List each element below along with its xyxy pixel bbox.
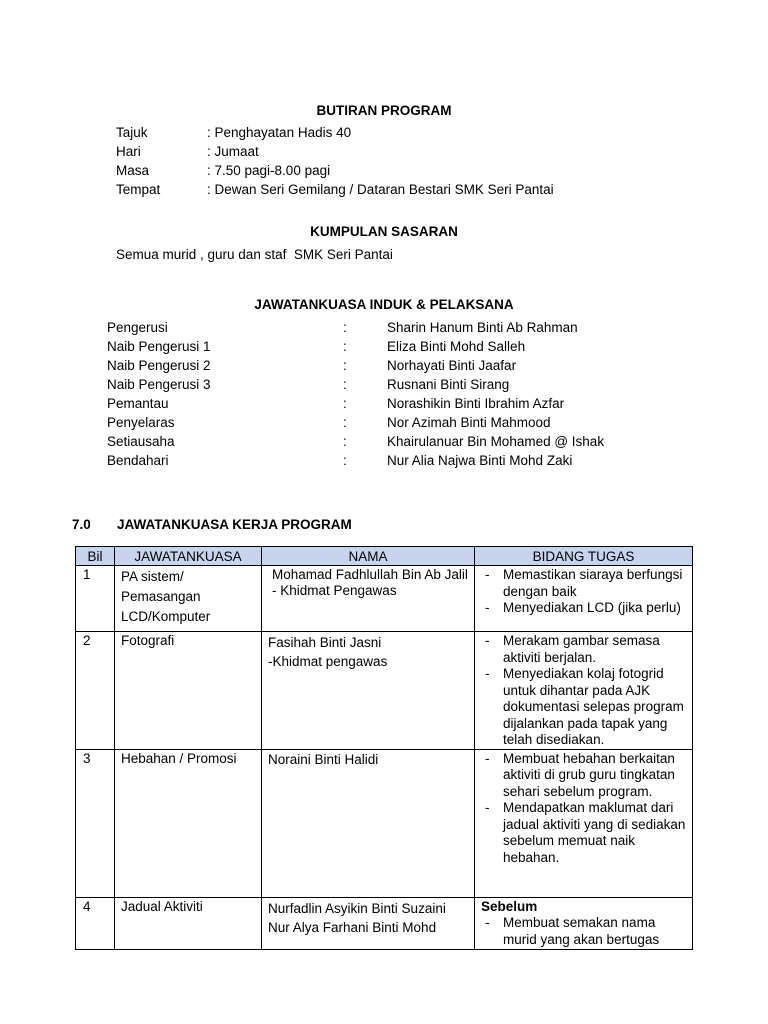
induk-row bbox=[107, 377, 604, 396]
sasaran-text: Semua murid , guru dan staf SMK Seri Pantai bbox=[116, 247, 393, 262]
tugas-item: - Menyediakan kolaj fotogrid untuk dihantar pada AJK dokumentasi selepas program dijalankan pada tapak yang telah disediakan. bbox=[481, 666, 686, 749]
induk-name: Khairulanuar Bin Mohamed @ Ishak bbox=[387, 434, 605, 449]
cell-jawatankuasa: PA sistem/ Pemasangan LCD/Komputer bbox=[115, 566, 262, 632]
cell-jawatankuasa: Hebahan / Promosi bbox=[115, 749, 262, 897]
induk-colon: : bbox=[343, 396, 347, 411]
header-nama: NAMA bbox=[262, 547, 475, 566]
induk-row bbox=[107, 415, 604, 434]
tugas-item: - Merakam gambar semasa aktiviti berjalan. bbox=[481, 633, 686, 666]
induk-name: Sharin Hanum Binti Ab Rahman bbox=[387, 320, 578, 335]
section-number: 7.0 bbox=[72, 517, 91, 532]
butiran-details bbox=[116, 125, 554, 201]
nama-line: Nur Alya Farhani Binti Mohd bbox=[268, 919, 437, 935]
induk-position: Naib Pengerusi 3 bbox=[107, 377, 211, 392]
header-jawatankuasa: JAWATANKUASA bbox=[115, 547, 262, 566]
detail-row-tajuk bbox=[116, 125, 554, 144]
tugas-item: - Membuat hebahan berkaitan aktiviti di grub guru tingkatan sehari sebelum program. bbox=[481, 751, 686, 801]
nama-line: Noraini Binti Halidi bbox=[268, 751, 379, 767]
sasaran-heading: KUMPULAN SASARAN bbox=[310, 224, 458, 239]
nama-line: Mohamad Fadhlullah Bin Ab Jalil bbox=[272, 567, 468, 582]
butiran-heading: BUTIRAN PROGRAM bbox=[316, 103, 452, 118]
induk-row bbox=[107, 396, 604, 415]
detail-value: : 7.50 pagi-8.00 pagi bbox=[207, 163, 331, 178]
induk-row bbox=[107, 320, 604, 339]
tugas-item: - Memastikan siaraya berfungsi dengan baik bbox=[481, 567, 686, 600]
induk-row bbox=[107, 434, 604, 453]
header-bidang-tugas: BIDANG TUGAS bbox=[475, 547, 693, 566]
induk-name: Norashikin Binti Ibrahim Azfar bbox=[387, 396, 565, 411]
induk-position: Bendahari bbox=[107, 453, 169, 468]
induk-colon: : bbox=[343, 453, 347, 468]
cell-bil: 3 bbox=[76, 749, 115, 897]
detail-key: Tajuk bbox=[116, 125, 148, 140]
section-title bbox=[72, 517, 352, 532]
cell-nama bbox=[262, 566, 475, 632]
kerja-table bbox=[75, 546, 693, 950]
induk-colon: : bbox=[343, 320, 347, 335]
induk-position: Pemantau bbox=[107, 396, 169, 411]
nama-line: Nurfadlin Asyikin Binti Suzaini bbox=[268, 900, 446, 916]
induk-name: Norhayati Binti Jaafar bbox=[387, 358, 517, 373]
detail-key: Masa bbox=[116, 163, 150, 178]
cell-tugas bbox=[475, 897, 693, 949]
detail-key: Hari bbox=[116, 144, 141, 159]
cell-bil: 1 bbox=[76, 566, 115, 632]
induk-heading: JAWATANKUASA INDUK & PELAKSANA bbox=[254, 297, 514, 312]
cell-bil: 4 bbox=[76, 897, 115, 949]
detail-row-masa bbox=[116, 163, 554, 182]
cell-tugas bbox=[475, 632, 693, 750]
header-bil: Bil bbox=[76, 547, 115, 566]
induk-colon: : bbox=[343, 339, 347, 354]
induk-list bbox=[107, 320, 604, 472]
detail-key: Tempat bbox=[116, 182, 161, 197]
detail-value: : Dewan Seri Gemilang / Dataran Bestari SMK Seri Pantai bbox=[207, 182, 554, 197]
induk-colon: : bbox=[343, 358, 347, 373]
cell-bil: 2 bbox=[76, 632, 115, 750]
detail-value: : Jumaat bbox=[207, 144, 259, 159]
cell-tugas bbox=[475, 749, 693, 897]
induk-position: Naib Pengerusi 2 bbox=[107, 358, 211, 373]
induk-row bbox=[107, 358, 604, 377]
induk-position: Penyelaras bbox=[107, 415, 175, 430]
tugas-item: - Mendapatkan maklumat dari jadual aktiviti yang di sediakan sebelum memuat naik hebahan. bbox=[481, 800, 686, 866]
induk-name: Nor Azimah Binti Mahmood bbox=[387, 415, 551, 430]
tugas-subheading: Sebelum bbox=[481, 898, 538, 914]
table-row bbox=[76, 897, 693, 949]
nama-line: - Khidmat Pengawas bbox=[272, 583, 397, 598]
induk-name: Eliza Binti Mohd Salleh bbox=[387, 339, 526, 354]
induk-row bbox=[107, 453, 604, 472]
nama-line: Fasihah Binti Jasni bbox=[268, 635, 382, 650]
detail-value: : Penghayatan Hadis 40 bbox=[207, 125, 352, 140]
induk-colon: : bbox=[343, 377, 347, 392]
induk-name: Nur Alia Najwa Binti Mohd Zaki bbox=[387, 453, 573, 468]
table-row bbox=[76, 566, 693, 632]
detail-row-hari bbox=[116, 144, 554, 163]
nama-line: -Khidmat pengawas bbox=[268, 654, 388, 669]
table-header-row bbox=[76, 547, 693, 566]
induk-name: Rusnani Binti Sirang bbox=[387, 377, 510, 392]
cell-jawatankuasa: Jadual Aktiviti bbox=[115, 897, 262, 949]
tugas-item: - Membuat semakan nama murid yang akan bertugas bbox=[481, 915, 686, 948]
cell-jawatankuasa: Fotografi bbox=[115, 632, 262, 750]
table-row bbox=[76, 632, 693, 750]
induk-colon: : bbox=[343, 434, 347, 449]
induk-position: Pengerusi bbox=[107, 320, 168, 335]
induk-position: Naib Pengerusi 1 bbox=[107, 339, 211, 354]
detail-row-tempat bbox=[116, 182, 554, 201]
cell-nama bbox=[262, 749, 475, 897]
cell-tugas bbox=[475, 566, 693, 632]
induk-position: Setiausaha bbox=[107, 434, 175, 449]
table-row bbox=[76, 749, 693, 897]
induk-colon: : bbox=[343, 415, 347, 430]
cell-nama bbox=[262, 632, 475, 750]
section-title-text: JAWATANKUASA KERJA PROGRAM bbox=[117, 517, 352, 532]
cell-nama bbox=[262, 897, 475, 949]
tugas-item: - Menyediakan LCD (jika perlu) bbox=[481, 600, 686, 617]
induk-row bbox=[107, 339, 604, 358]
